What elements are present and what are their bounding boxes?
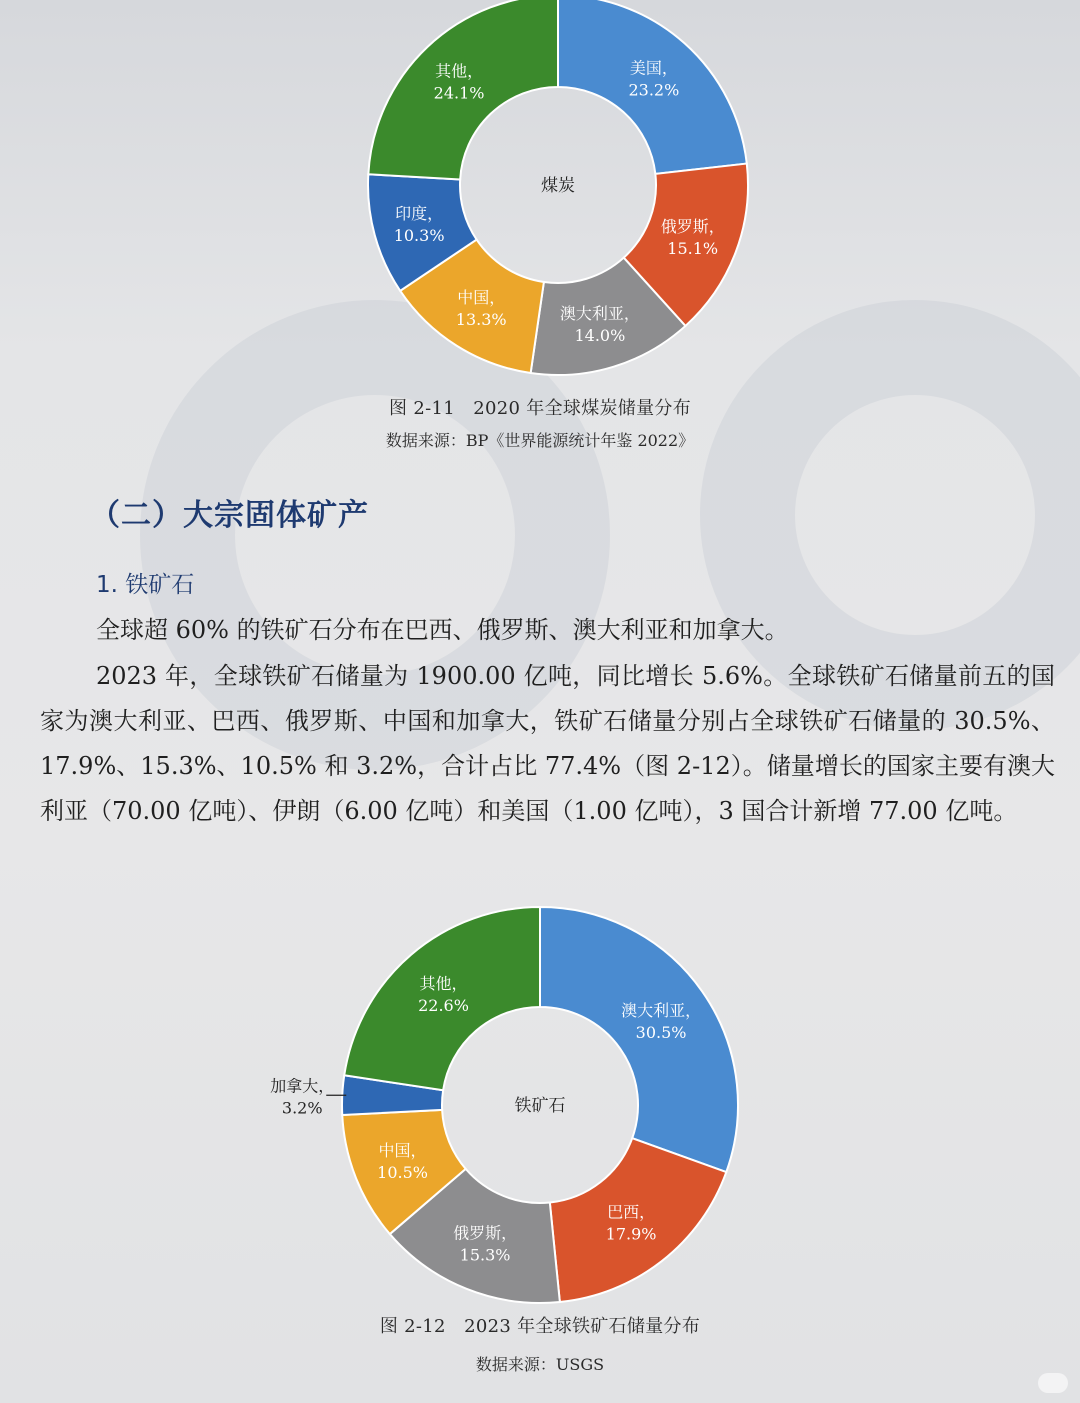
figure-2-12-source: 数据来源：USGS — [475, 1355, 605, 1374]
slice-value-label: 23.2% — [628, 80, 680, 100]
slice-value-label: 17.9% — [605, 1224, 657, 1244]
slice-name-label: 澳大利亚， — [621, 1000, 702, 1020]
subsection-title: 1. 铁矿石 — [96, 572, 195, 598]
slice-name-label: 中国， — [457, 287, 506, 307]
figure-2-11-caption: 图 2-11 2020 年全球煤炭储量分布 — [389, 398, 691, 419]
slice-value-label: 24.1% — [433, 83, 485, 103]
slice-name-label: 加拿大， — [270, 1076, 335, 1096]
slice-value-label: 15.1% — [667, 238, 719, 258]
iron-ore-donut-svg — [240, 895, 760, 1315]
iron-ore-donut-chart — [240, 895, 760, 1315]
slice-name-label: 中国， — [378, 1140, 427, 1160]
section-title: （二）大宗固体矿产 — [90, 498, 369, 533]
slice-name-label: 印度， — [395, 203, 444, 223]
donut-center-label: 铁矿石 — [514, 1096, 566, 1116]
slice-name-label: 澳大利亚， — [559, 303, 640, 323]
paragraph-2: 2023 年，全球铁矿石储量为 1900.00 亿吨，同比增长 5.6%。全球铁矿石储量前五的国家为澳大利亚、巴西、俄罗斯、中国和加拿大，铁矿石储量分别占全球铁矿石储量的 30.5%、17.9%、15.3%、10.5% 和 3.2%，合计占比 77.4%（图 2-12）。储量增长的国家主要有澳大利亚（70.00 亿吨）、伊朗（6.00 亿吨）和美国（1.00 亿吨），3 国合计新增 77.00 亿吨。 — [40, 662, 1055, 825]
paragraph-1: 全球超 60% 的铁矿石分布在巴西、俄罗斯、澳大利亚和加拿大。 — [96, 616, 789, 644]
corner-watermark — [1038, 1373, 1068, 1393]
slice-name-label: 其他， — [419, 973, 468, 993]
slice-value-label: 22.6% — [418, 995, 469, 1015]
figure-2-11-source: 数据来源：BP《世界能源统计年鉴 2022》 — [385, 431, 695, 450]
slice-value-label: 3.2% — [281, 1098, 323, 1118]
slice-name-label: 美国， — [629, 58, 678, 78]
slice-name-label: 俄罗斯， — [660, 216, 725, 236]
slice-value-label: 10.3% — [393, 225, 445, 245]
figure-2-12-caption: 图 2-12 2023 年全球铁矿石储量分布 — [379, 1316, 701, 1337]
slice-name-label: 其他， — [435, 61, 484, 81]
slice-value-label: 30.5% — [635, 1022, 687, 1042]
slice-value-label: 15.3% — [459, 1245, 511, 1265]
slice-value-label: 13.3% — [455, 309, 507, 329]
slice-name-label: 巴西， — [607, 1202, 656, 1222]
slice-value-label: 14.0% — [574, 325, 626, 345]
slice-name-label: 俄罗斯， — [453, 1223, 518, 1243]
coal-donut-chart — [348, 0, 768, 380]
donut-center-label: 煤炭 — [541, 176, 575, 196]
slice-value-label: 10.5% — [377, 1162, 428, 1182]
coal-donut-svg — [348, 0, 768, 380]
